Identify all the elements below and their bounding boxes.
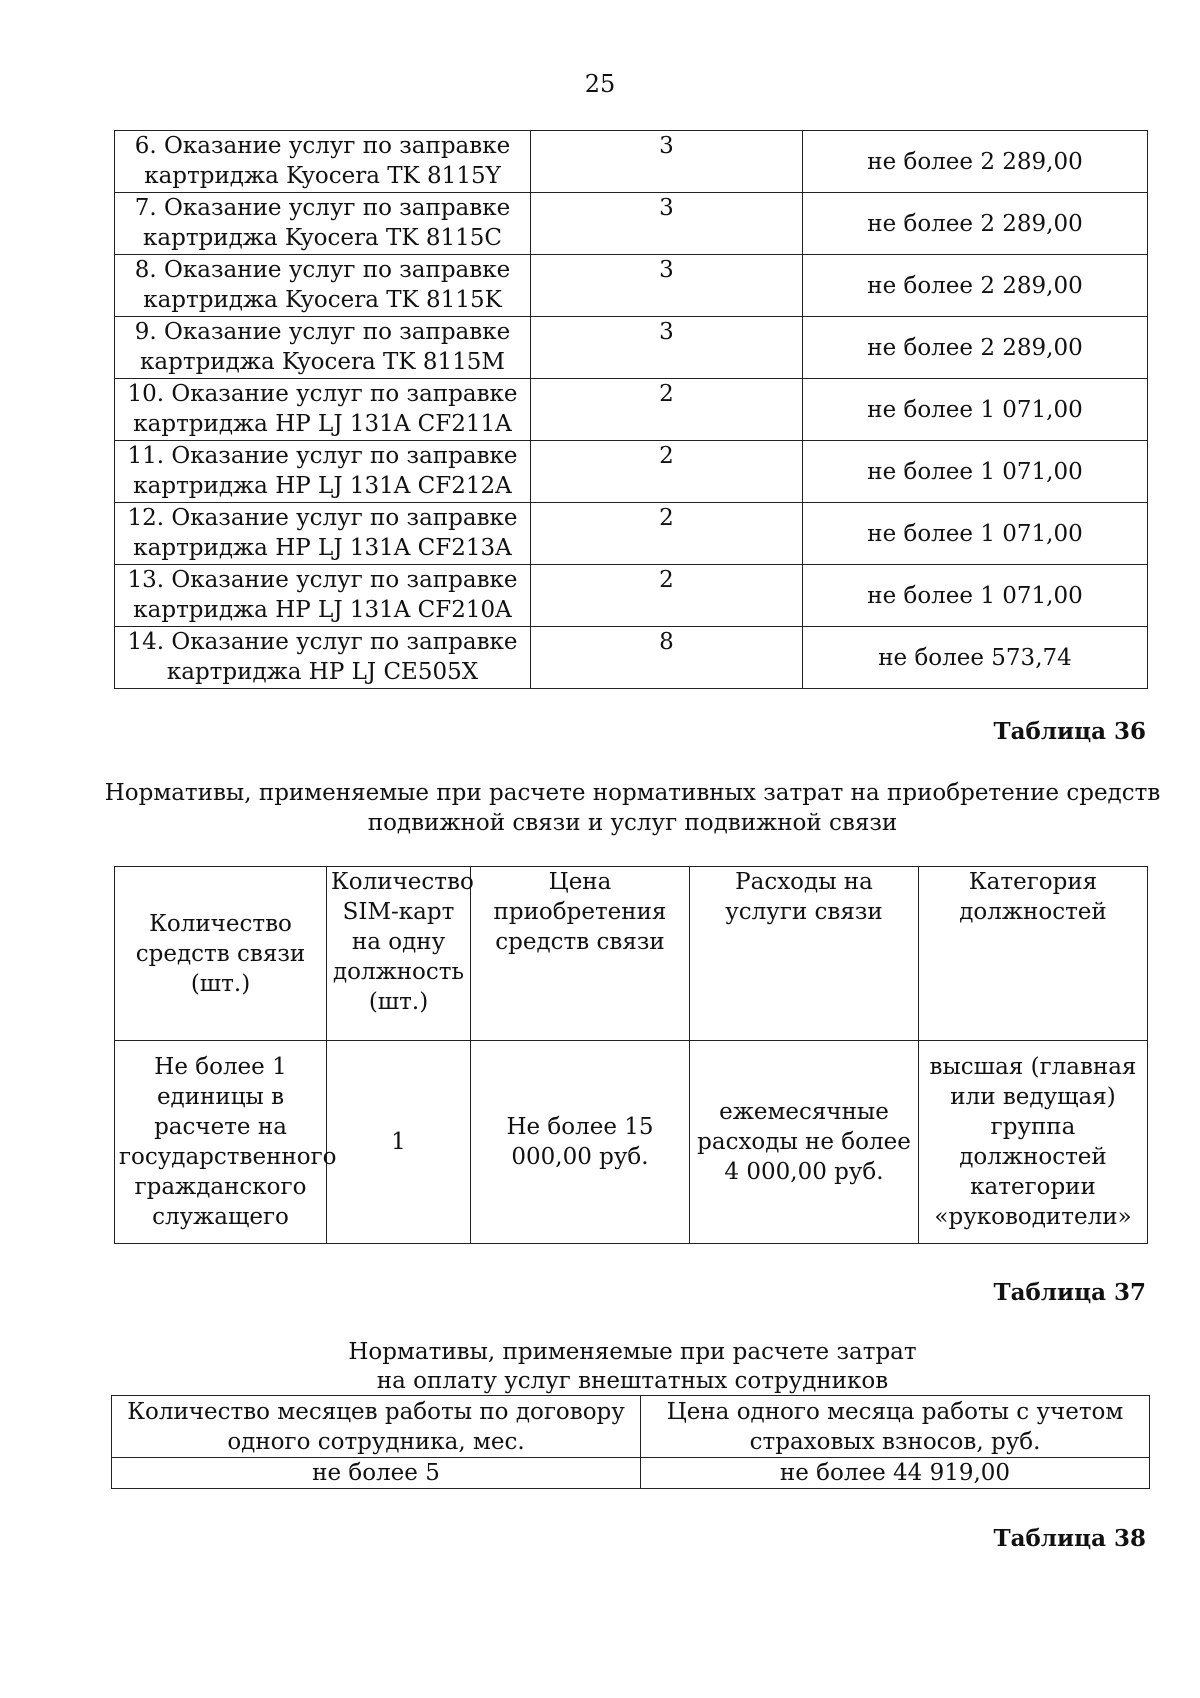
table-37-caption: Таблица 37 [993, 1279, 1146, 1306]
quantity-cell: 2 [531, 565, 803, 627]
service-name-cell: 8. Оказание услуг по заправке картриджа Kyocera TK 8115K [115, 255, 531, 317]
table-row [115, 441, 1148, 503]
service-name-cell: 10. Оказание услуг по заправке картриджа HP LJ 131A CF211A [115, 379, 531, 441]
cartridge-refill-table [114, 130, 1148, 689]
quantity-cell: 2 [531, 379, 803, 441]
table-cell: не более 5 [112, 1458, 641, 1489]
column-header: Категория должностей [919, 867, 1148, 1041]
price-cell: не более 1 071,00 [803, 379, 1148, 441]
service-name-cell: 13. Оказание услуг по заправке картриджа HP LJ 131A CF210A [115, 565, 531, 627]
price-cell: не более 2 289,00 [803, 255, 1148, 317]
table-36-title: Нормативы, применяемые при расчете нормативных затрат на приобретение средств подвижной связи и услуг подвижной связи [104, 780, 1161, 836]
service-name-cell: 6. Оказание услуг по заправке картриджа Kyocera TK 8115Y [115, 131, 531, 193]
table-header-row [112, 1396, 1150, 1458]
table-row [115, 565, 1148, 627]
table-37-title-line-2: на оплату услуг внештатных сотрудников [376, 1368, 889, 1394]
table-37-title-line-1: Нормативы, применяемые при расчете затрат [348, 1339, 917, 1365]
price-cell: не более 1 071,00 [803, 565, 1148, 627]
table-row [115, 255, 1148, 317]
price-cell: не более 2 289,00 [803, 193, 1148, 255]
price-cell: не более 573,74 [803, 627, 1148, 689]
table-header-row [115, 867, 1148, 1041]
table-cell: высшая (главная или ведущая) группа должностей категории «руководители» [919, 1041, 1148, 1244]
column-header: Количество средств связи (шт.) [115, 867, 327, 1041]
quantity-cell: 3 [531, 317, 803, 379]
table-cell: не более 44 919,00 [641, 1458, 1150, 1489]
table-cell: Не более 15 000,00 руб. [471, 1041, 690, 1244]
column-header: Количество месяцев работы по договору одного сотрудника, мес. [112, 1396, 641, 1458]
table-row [115, 1041, 1148, 1244]
service-name-cell: 14. Оказание услуг по заправке картриджа HP LJ CE505X [115, 627, 531, 689]
page-number: 25 [584, 70, 616, 98]
quantity-cell: 2 [531, 503, 803, 565]
table-row [115, 503, 1148, 565]
quantity-cell: 2 [531, 441, 803, 503]
price-cell: не более 1 071,00 [803, 503, 1148, 565]
table-cell: Не более 1 единицы в расчете на государственного гражданского служащего [115, 1041, 327, 1244]
column-header: Цена одного месяца работы с учетом страховых взносов, руб. [641, 1396, 1150, 1458]
table-row [112, 1458, 1150, 1489]
quantity-cell: 8 [531, 627, 803, 689]
quantity-cell: 3 [531, 255, 803, 317]
price-cell: не более 2 289,00 [803, 131, 1148, 193]
column-header: Количество SIM-карт на одну должность (шт.) [327, 867, 471, 1041]
quantity-cell: 3 [531, 193, 803, 255]
freelance-staff-table [111, 1395, 1150, 1489]
service-name-cell: 12. Оказание услуг по заправке картриджа HP LJ 131A CF213A [115, 503, 531, 565]
price-cell: не более 2 289,00 [803, 317, 1148, 379]
table-row [115, 379, 1148, 441]
mobile-communication-table [114, 866, 1148, 1244]
column-header: Цена приобретения средств связи [471, 867, 690, 1041]
table-row [115, 627, 1148, 689]
table-row [115, 131, 1148, 193]
price-cell: не более 1 071,00 [803, 441, 1148, 503]
table-row [115, 193, 1148, 255]
table-36-caption: Таблица 36 [993, 718, 1146, 745]
table-cell: 1 [327, 1041, 471, 1244]
service-name-cell: 7. Оказание услуг по заправке картриджа Kyocera TK 8115C [115, 193, 531, 255]
column-header: Расходы на услуги связи [690, 867, 919, 1041]
service-name-cell: 11. Оказание услуг по заправке картриджа HP LJ 131A CF212A [115, 441, 531, 503]
service-name-cell: 9. Оказание услуг по заправке картриджа Kyocera TK 8115M [115, 317, 531, 379]
quantity-cell: 3 [531, 131, 803, 193]
table-row [115, 317, 1148, 379]
table-38-caption: Таблица 38 [993, 1525, 1146, 1552]
table-cell: ежемесячные расходы не более 4 000,00 руб. [690, 1041, 919, 1244]
